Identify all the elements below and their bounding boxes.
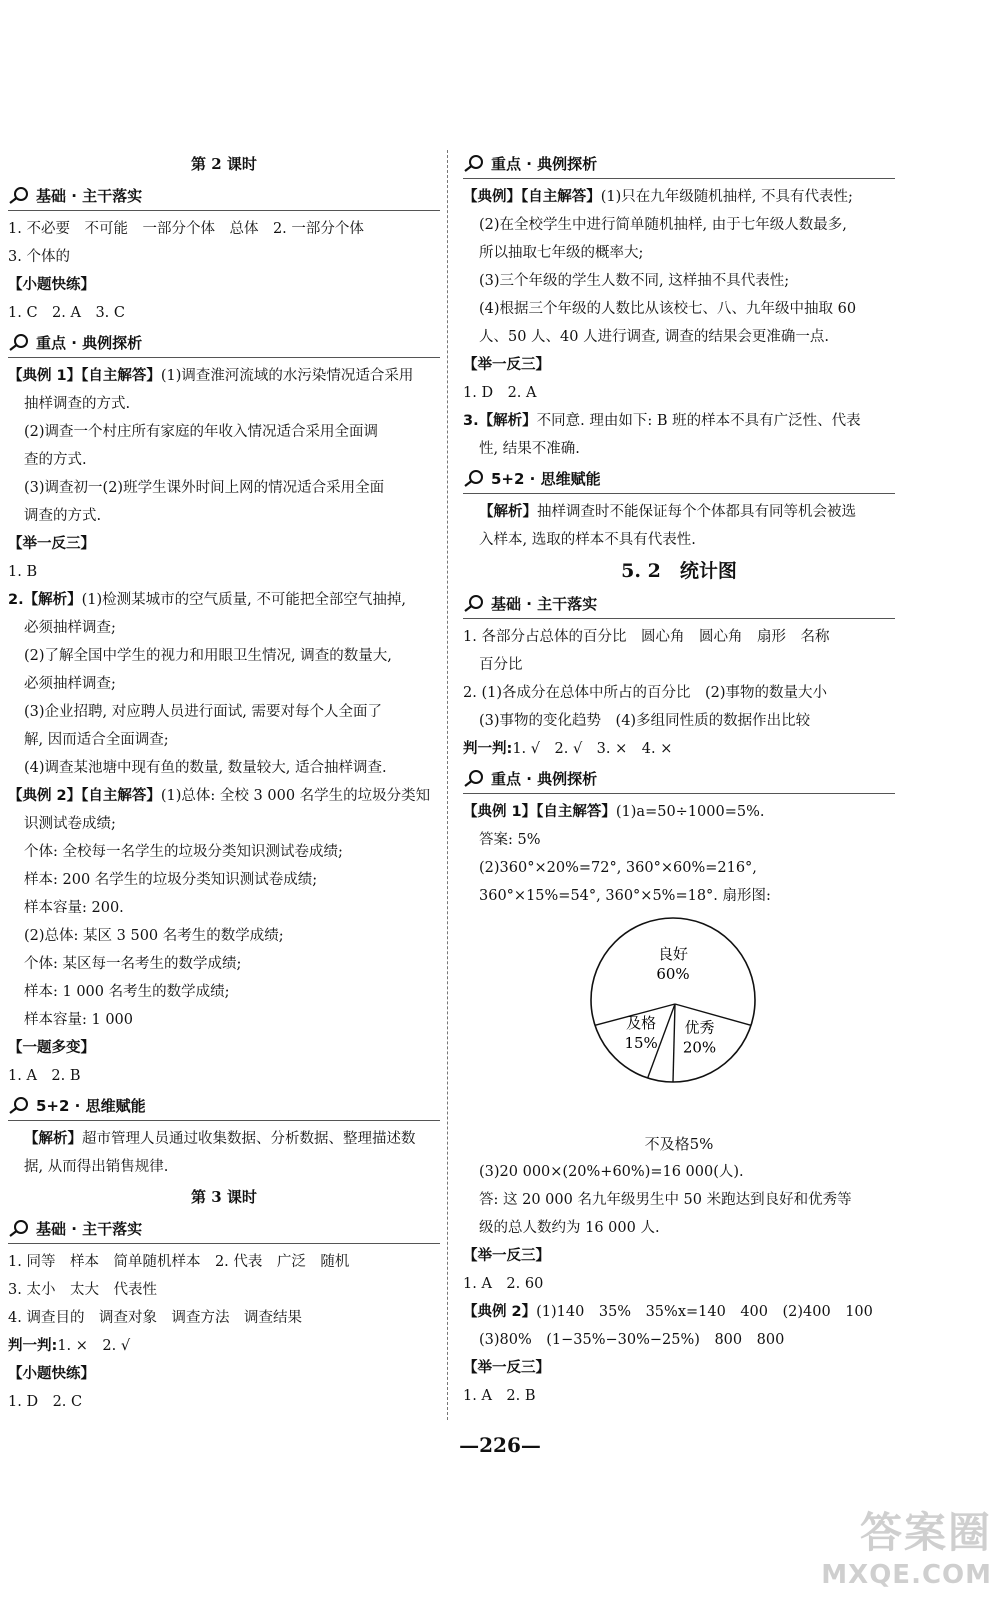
tag-label: 【举一反三】 <box>463 357 550 373</box>
section-header-key <box>463 763 895 794</box>
text-line: 百分比 <box>479 657 523 673</box>
text-line: 级的总人数约为 16 000 人. <box>479 1220 660 1236</box>
text-line: 1. C 2. A 3. C <box>8 305 125 321</box>
text-line: 样本: 1 000 名考生的数学成绩; <box>24 984 230 1000</box>
text-line: (3)企业招聘, 对应聘人员进行面试, 需要对每个人全面了 <box>24 704 382 720</box>
pie-chart <box>463 910 895 1130</box>
text-line: 答: 这 20 000 名九年级男生中 50 米跑达到良好和优秀等 <box>479 1192 852 1208</box>
text-line: 不同意. 理由如下: B 班的样本不具有广泛性、代表 <box>536 413 861 429</box>
text-line: (4)根据三个年级的人数比从该校七、八、九年级中抽取 60 <box>479 301 857 317</box>
text-line: 1. D 2. C <box>8 1394 83 1410</box>
left-column <box>8 148 440 1416</box>
tag-label: 【典例】【自主解答】 <box>463 189 601 205</box>
tag-label: 判一判: <box>8 1338 58 1354</box>
tag-label: 【举一反三】 <box>8 536 95 552</box>
text-line: 样本容量: 200. <box>24 900 124 916</box>
text-line: (3)80% (1−35%−30%−25%) 800 800 <box>479 1332 785 1348</box>
text-line: (3)调查初一(2)班学生课外时间上网的情况适合采用全面 <box>24 480 385 496</box>
section-header-label: 5+2 · 思维赋能 <box>491 469 601 488</box>
text-line: (2)了解全国中学生的视力和用眼卫生情况, 调查的数量大, <box>24 648 392 664</box>
text-line: 1. × 2. √ <box>57 1338 131 1354</box>
pie-value-label: 20% <box>682 1038 717 1057</box>
text-line: 1. √ 2. √ 3. × 4. × <box>512 741 673 757</box>
text-line: (1)140 35% 35%x=140 400 (2)400 100 <box>536 1304 873 1320</box>
lesson3-title: 第 3 课时 <box>191 1188 257 1206</box>
text-line: 调查的方式. <box>24 508 102 524</box>
text-line: 解, 因而适合全面调查; <box>24 732 169 748</box>
text-line: 抽样调查的方式. <box>24 396 131 412</box>
watermark-line2: MXQE.COM <box>821 1560 992 1590</box>
section-header-label: 重点 · 典例探析 <box>491 769 598 788</box>
text-line: 1. 同等 样本 简单随机样本 2. 代表 广泛 随机 <box>8 1254 350 1270</box>
tag-label: 【典例 2】【自主解答】 <box>8 788 161 804</box>
lesson2-title: 第 2 课时 <box>191 155 257 173</box>
section-header-basic <box>8 1213 440 1244</box>
text-line: 必须抽样调查; <box>24 676 116 692</box>
text-line: 抽样调查时不能保证每个个体都具有同等机会被选 <box>537 504 856 520</box>
magnifier-icon <box>463 594 485 612</box>
magnifier-icon <box>463 469 485 487</box>
text-line: 3. 太小 太大 代表性 <box>8 1282 157 1298</box>
text-line: (3)三个年级的学生人数不同, 这样抽不具代表性; <box>479 273 790 289</box>
text-line: 4. 调查目的 调查对象 调查方法 调查结果 <box>8 1310 302 1326</box>
text-line: 个体: 全校每一名学生的垃圾分类知识测试卷成绩; <box>24 844 343 860</box>
text-line: 必须抽样调查; <box>24 620 116 636</box>
section-header-label: 基础 · 主干落实 <box>36 186 143 205</box>
text-line: (2)360°×20%=72°, 360°×60%=216°, <box>479 860 757 876</box>
tag-label: 【典例 1】【自主解答】 <box>8 368 161 384</box>
text-line: 1. 不必要 不可能 一部分个体 总体 2. 一部分个体 <box>8 221 364 237</box>
text-line: 1. A 2. B <box>463 1388 536 1404</box>
right-column <box>463 148 895 1410</box>
tag-label: 判一判: <box>463 741 513 757</box>
text-line: 样本容量: 1 000 <box>24 1012 134 1028</box>
pie-value-label: 15% <box>624 1033 658 1052</box>
section-header-label: 5+2 · 思维赋能 <box>36 1096 146 1115</box>
text-line: 个体: 某区每一名考生的数学成绩; <box>24 956 242 972</box>
magnifier-icon <box>8 1096 30 1114</box>
section-header-think <box>8 1090 440 1121</box>
pie-chart-svg <box>583 910 763 1090</box>
section-title: 5. 2 统计图 <box>621 560 737 582</box>
text-line: 1. B <box>8 564 38 580</box>
tag-label: 3.【解析】 <box>463 413 537 429</box>
text-line: 超市管理人员通过收集数据、分析数据、整理描述数 <box>82 1131 416 1147</box>
text-line: (1)检测某城市的空气质量, 不可能把全部空气抽掉, <box>81 592 406 608</box>
text-line: (1)调查淮河流域的水污染情况适合采用 <box>160 368 414 384</box>
magnifier-icon <box>8 1219 30 1237</box>
text-line: 1. A 2. 60 <box>463 1276 544 1292</box>
section-header-label: 基础 · 主干落实 <box>36 1219 143 1238</box>
text-line: (1)只在九年级随机抽样, 不具有代表性; <box>600 189 853 205</box>
text-line: 性, 结果不准确. <box>479 441 580 457</box>
text-line: (2)总体: 某区 3 500 名考生的数学成绩; <box>24 928 284 944</box>
section-header-label: 重点 · 典例探析 <box>491 154 598 173</box>
pie-caption: 不及格5% <box>644 1135 714 1153</box>
text-line: 360°×15%=54°, 360°×5%=18°. 扇形图: <box>479 888 771 904</box>
section-header-think <box>463 463 895 494</box>
section-header-basic <box>8 180 440 211</box>
text-line: (1)a=50÷1000=5%. <box>615 804 765 820</box>
tag-label: 【解析】 <box>24 1131 82 1147</box>
tag-label: 【举一反三】 <box>463 1360 550 1376</box>
tag-label: 【一题多变】 <box>8 1040 95 1056</box>
section-header-label: 基础 · 主干落实 <box>491 594 598 613</box>
watermark <box>821 1500 992 1590</box>
text-line: 1. 各部分占总体的百分比 圆心角 圆心角 扇形 名称 <box>463 629 830 645</box>
text-line: 3. 个体的 <box>8 249 70 265</box>
text-line: 样本: 200 名学生的垃圾分类知识测试卷成绩; <box>24 872 318 888</box>
text-line: (2)调查一个村庄所有家庭的年收入情况适合采用全面调 <box>24 424 379 440</box>
text-line: 1. A 2. B <box>8 1068 81 1084</box>
text-line: 答案: 5% <box>479 832 541 848</box>
magnifier-icon <box>463 154 485 172</box>
text-line: 2. (1)各成分在总体中所占的百分比 (2)事物的数量大小 <box>463 685 828 701</box>
magnifier-icon <box>8 333 30 351</box>
tag-label: 【小题快练】 <box>8 277 95 293</box>
text-line: 据, 从而得出销售规律. <box>24 1159 169 1175</box>
tag-label: 2.【解析】 <box>8 592 82 608</box>
text-line: 1. D 2. A <box>463 385 537 401</box>
pie-label: 良好 <box>657 945 689 964</box>
text-line: 入样本, 选取的样本不具有代表性. <box>479 532 696 548</box>
tag-label: 【典例 1】【自主解答】 <box>463 804 616 820</box>
magnifier-icon <box>463 769 485 787</box>
tag-label: 【小题快练】 <box>8 1366 95 1382</box>
text-line: (2)在全校学生中进行简单随机抽样, 由于七年级人数最多, <box>479 217 847 233</box>
text-line: 所以抽取七年级的概率大; <box>479 245 644 261</box>
section-header-basic <box>463 588 895 619</box>
pie-value-label: 60% <box>656 965 690 984</box>
text-line: 识测试卷成绩; <box>24 816 116 832</box>
pie-label: 优秀 <box>684 1018 715 1037</box>
tag-label: 【解析】 <box>479 504 537 520</box>
tag-label: 【典例 2】 <box>463 1304 537 1320</box>
pie-label: 及格 <box>626 1013 657 1032</box>
text-line: (3)20 000×(20%+60%)=16 000(人). <box>479 1164 744 1180</box>
text-line: 人、50 人、40 人进行调查, 调查的结果会更准确一点. <box>479 329 829 345</box>
column-divider <box>447 150 448 1420</box>
section-header-key <box>463 148 895 179</box>
watermark-line1: 答案圈 <box>859 1508 992 1557</box>
section-header-label: 重点 · 典例探析 <box>36 333 143 352</box>
text-line: (3)事物的变化趋势 (4)多组同性质的数据作出比较 <box>479 713 811 729</box>
tag-label: 【举一反三】 <box>463 1248 550 1264</box>
text-line: (1)总体: 全校 3 000 名学生的垃圾分类知 <box>160 788 431 804</box>
magnifier-icon <box>8 186 30 204</box>
text-line: (4)调查某池塘中现有鱼的数量, 数量较大, 适合抽样调查. <box>24 760 387 776</box>
text-line: 查的方式. <box>24 452 87 468</box>
section-header-key <box>8 327 440 358</box>
page-number: —226— <box>459 1433 541 1457</box>
